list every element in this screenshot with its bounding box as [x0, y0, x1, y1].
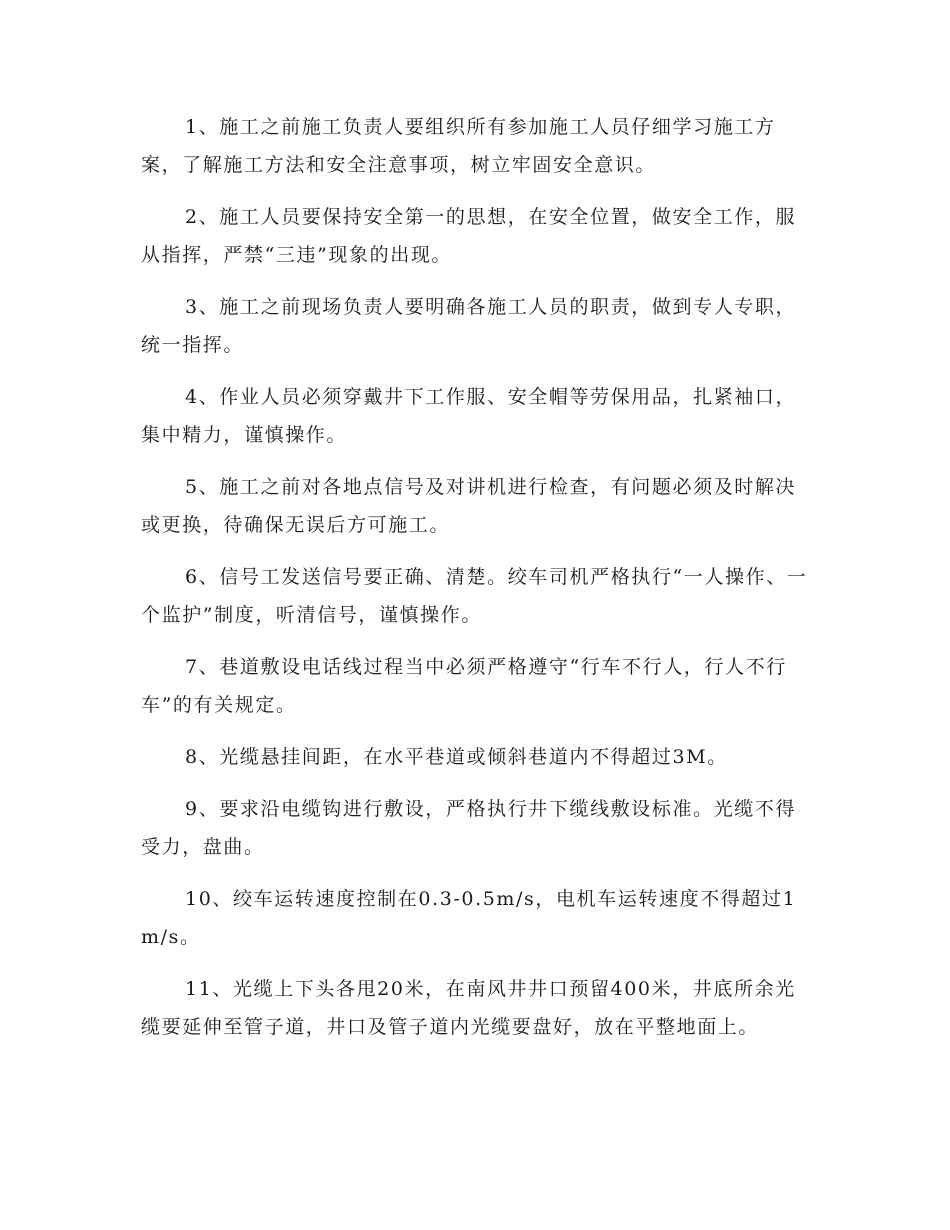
document-body	[141, 108, 809, 1060]
paragraph-2: 2、施工人员要保持安全第一的思想，在安全位置，做安全工作，服从指挥，严禁“三违”现象的出现。	[141, 206, 797, 266]
paragraph-4: 4、作业人员必须穿戴井下工作服、安全帽等劳保用品，扎紧袖口，集中精力，谨慎操作。	[141, 386, 797, 446]
paragraph-10: 10、绞车运转速度控制在0.3-0.5m/s，电机车运转速度不得超过1 m/s。	[141, 888, 797, 948]
paragraph-7: 7、巷道敷设电话线过程当中必须严格遵守“行车不行人，行人不行车”的有关规定。	[141, 656, 787, 716]
paragraph-1: 1、施工之前施工负责人要组织所有参加施工人员仔细学习施工方案，了解施工方法和安全注意事项，树立牢固安全意识。	[141, 116, 776, 176]
paragraph-9: 9、要求沿电缆钩进行敷设，严格执行井下缆线敷设标准。光缆不得受力，盘曲。	[141, 798, 797, 858]
paragraph-6: 6、信号工发送信号要正确、清楚。绞车司机严格执行“一人操作、一个监护”制度，听清信号，谨慎操作。	[141, 566, 808, 626]
paragraph-5: 5、施工之前对各地点信号及对讲机进行检查，有问题必须及时解决或更换，待确保无误后方可施工。	[141, 476, 797, 536]
paragraph-11: 11、光缆上下头各甩20米，在南风井井口预留400米，井底所余光缆要延伸至管子道，井口及管子道内光缆要盘好，放在平整地面上。	[141, 978, 796, 1038]
paragraph-8: 8、光缆悬挂间距，在水平巷道或倾斜巷道内不得超过3M。	[185, 746, 728, 768]
paragraph-3: 3、施工之前现场负责人要明确各施工人员的职责，做到专人专职，统一指挥。	[141, 296, 797, 356]
